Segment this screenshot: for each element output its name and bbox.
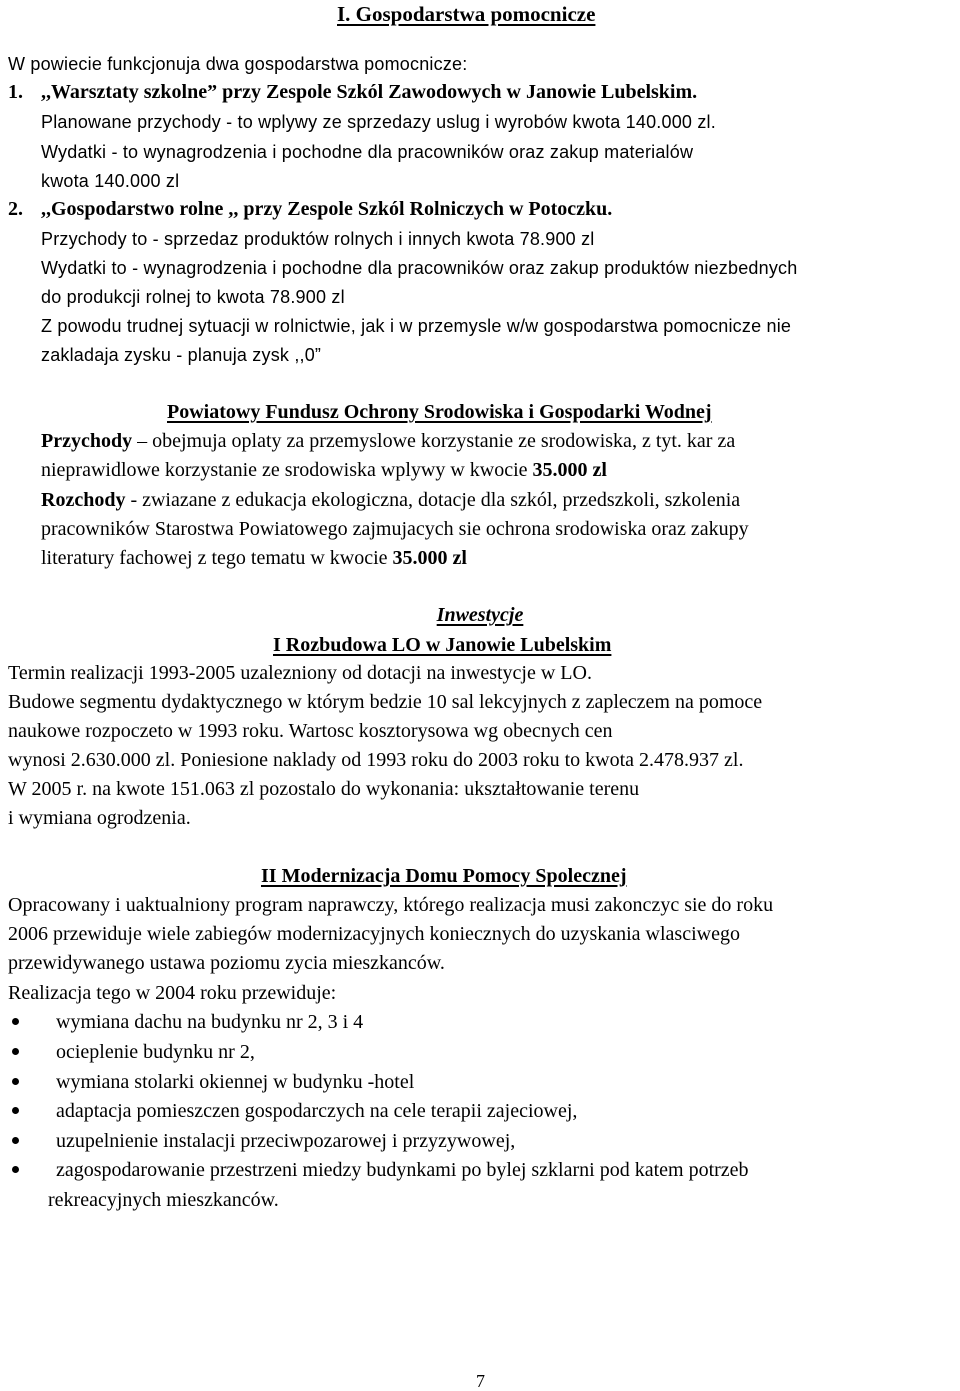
subsection-title: II Modernizacja Domu Pomocy Spolecznej [261,865,627,887]
list-item: wymiana stolarki okiennej w budynku -hotel [56,1071,415,1093]
paragraph-line: W 2005 r. na kwote 151.063 zl pozostalo do wykonania: ukształtowanie terenu [8,778,640,800]
paragraph-line: Przychody to - sprzedaz produktów rolnych i innych kwota 78.900 zl [41,229,595,249]
paragraph-line: Opracowany i uaktualniony program naprawczy, którego realizacja musi zakonczyc sie do roku [8,894,774,916]
paragraph-line: zakladaja zysku - planuja zysk ,,0” [41,345,322,365]
paragraph-line: Wydatki - to wynagrodzenia i pochodne dla pracowników oraz zakup materialów [41,142,694,162]
paragraph-line [41,488,740,512]
bullet-icon [12,1137,19,1144]
paragraph-line: Realizacja tego w 2004 roku przewiduje: [8,982,337,1004]
income-text: – obejmuja oplaty za przemyslowe korzystanie ze srodowiska, z tyt. kar za [132,430,736,452]
list-item: adaptacja pomieszczen gospodarczych na cele terapii zajeciowej, [56,1100,578,1122]
paragraph-line [41,546,467,570]
bullet-icon [12,1166,19,1173]
income-text: nieprawidlowe korzystanie ze srodowiska wplywy w kwocie [41,459,533,481]
paragraph-line: i wymiana ogrodzenia. [8,807,191,829]
list-item: zagospodarowanie przestrzeni miedzy budynkami po bylej szklarni pod katem potrzeb [56,1159,749,1181]
subsection-title: I Rozbudowa LO w Janowie Lubelskim [273,634,612,656]
expense-amount: 35.000 zl [392,547,467,569]
expense-text: literatury fachowej z tego tematu w kwocie [41,547,393,569]
list-item: ocieplenie budynku nr 2, [56,1041,255,1063]
paragraph-line: Budowe segmentu dydaktycznego w którym bedzie 10 sal lekcyjnych z zapleczem na pomoce [8,691,763,713]
paragraph-line: wynosi 2.630.000 zl. Poniesione naklady od 1993 roku do 2003 roku to kwota 2.478.937 zl. [8,749,744,771]
fund-title: Powiatowy Fundusz Ochrony Srodowiska i Gospodarki Wodnej [167,401,712,423]
paragraph-line: Wydatki to - wynagrodzenia i pochodne dla pracowników oraz zakup produktów niezbednych [41,258,798,278]
bullet-icon [12,1107,19,1114]
bullet-icon [12,1018,19,1025]
expense-text: - zwiazane z edukacja ekologiczna, dotacje dla szkól, przedszkoli, szkolenia [125,489,741,511]
income-amount: 35.000 zl [532,459,607,481]
paragraph-line: 2006 przewiduje wiele zabiegów modernizacyjnych koniecznych do uzyskania wlasciwego [8,923,740,945]
paragraph-line: do produkcji rolnej to kwota 78.900 zl [41,287,345,307]
investments-heading: Inwestycje [436,604,524,626]
section-intro: W powiecie funkcjonuja dwa gospodarstwa pomocnicze: [8,54,468,74]
paragraph-line: naukowe rozpoczeto w 1993 roku. Wartosc kosztorysowa wg obecnych cen [8,720,613,742]
paragraph-line: przewidywanego ustawa poziomu zycia mieszkanców. [8,952,445,974]
paragraph-line [41,429,735,453]
item-title: ,,Warsztaty szkolne” przy Zespole Szkól Zawodowych w Janowie Lubelskim. [41,81,698,103]
page-number: 7 [476,1371,485,1391]
bullet-icon [12,1048,19,1055]
paragraph-line: pracowników Starostwa Powiatowego zajmujacych sie ochrona srodowiska oraz zakupy [41,518,749,540]
expense-label: Rozchody [41,489,126,511]
list-item-continuation: rekreacyjnych mieszkanców. [48,1189,279,1211]
bullet-icon [12,1078,19,1085]
income-label: Przychody [41,430,133,452]
list-item: wymiana dachu na budynku nr 2, 3 i 4 [56,1011,364,1033]
section-title: I. Gospodarstwa pomocnicze [337,2,596,26]
paragraph-line: Termin realizacji 1993-2005 uzalezniony od dotacji na inwestycje w LO. [8,662,592,684]
item-title: ,,Gospodarstwo rolne ,, przy Zespole Szkól Rolniczych w Potoczku. [41,198,613,220]
paragraph-line: Z powodu trudnej sytuacji w rolnictwie, jak i w przemysle w/w gospodarstwa pomocnicze nie [41,316,792,336]
paragraph-line: kwota 140.000 zl [41,171,180,191]
paragraph-line [41,458,607,482]
list-item: uzupelnienie instalacji przeciwpozarowej i przyzywowej, [56,1130,516,1152]
paragraph-line: Planowane przychody - to wplywy ze sprzedazy uslug i wyrobów kwota 140.000 zl. [41,112,716,132]
item-number: 1. [8,81,23,103]
item-number: 2. [8,198,23,220]
